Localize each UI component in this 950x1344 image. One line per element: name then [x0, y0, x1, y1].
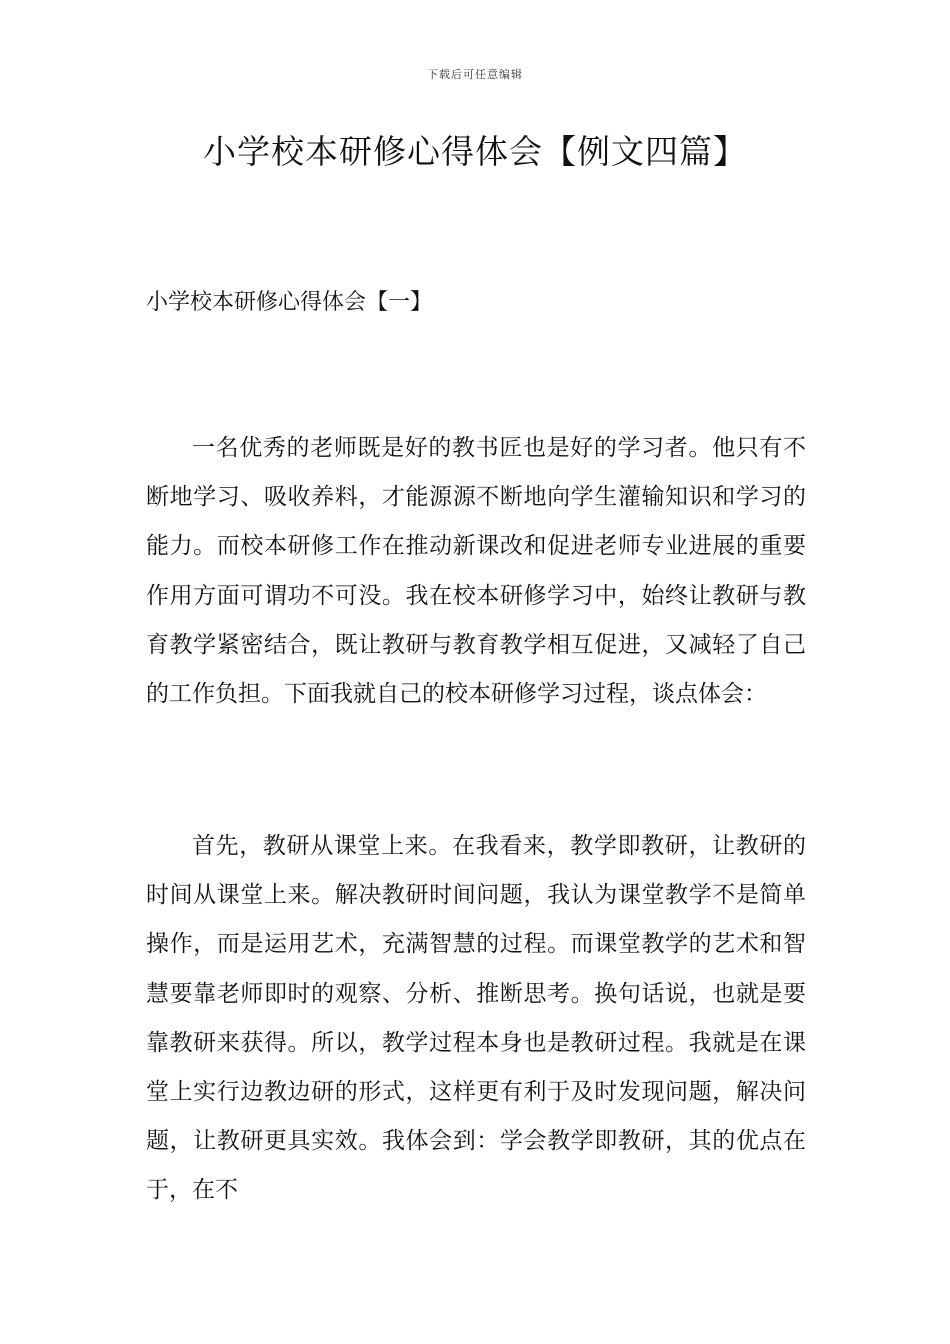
document-title: 小学校本研修心得体会【例文四篇】 [203, 132, 747, 171]
header-note: 下载后可任意编辑 [427, 68, 523, 81]
body-paragraph: 首先，教研从课堂上来。在我看来，教学即教研，让教研的时间从课堂上来。解决教研时间问题，我认为课堂教学不是简单操作，而是运用艺术，充满智慧的过程。而课堂教学的艺术和智慧要靠老师即时的观察、分析、推断思考。换句话说，也就是要靠教研来获得。所以，教学过程本身也是教研过程。我就是在课堂上实行边教边研的形式，这样更有利于及时发现问题，解决问题，让教研更具实效。我体会到：学会教学即教研，其的优点在于，在不 [146, 833, 806, 1204]
section-heading: 小学校本研修心得体会【一】 [146, 290, 433, 315]
body-paragraph: 一名优秀的老师既是好的教书匠也是好的学习者。他只有不断地学习、吸收养料，才能源源不断地向学生灌输知识和学习的能力。而校本研修工作在推动新课改和促进老师专业进展的重要作用方面可谓功不可没。我在校本研修学习中，始终让教研与教育教学紧密结合，既让教研与教育教学相互促进，又减轻了自己的工作负担。下面我就自己的校本研修学习过程，谈点体会： [146, 435, 806, 708]
